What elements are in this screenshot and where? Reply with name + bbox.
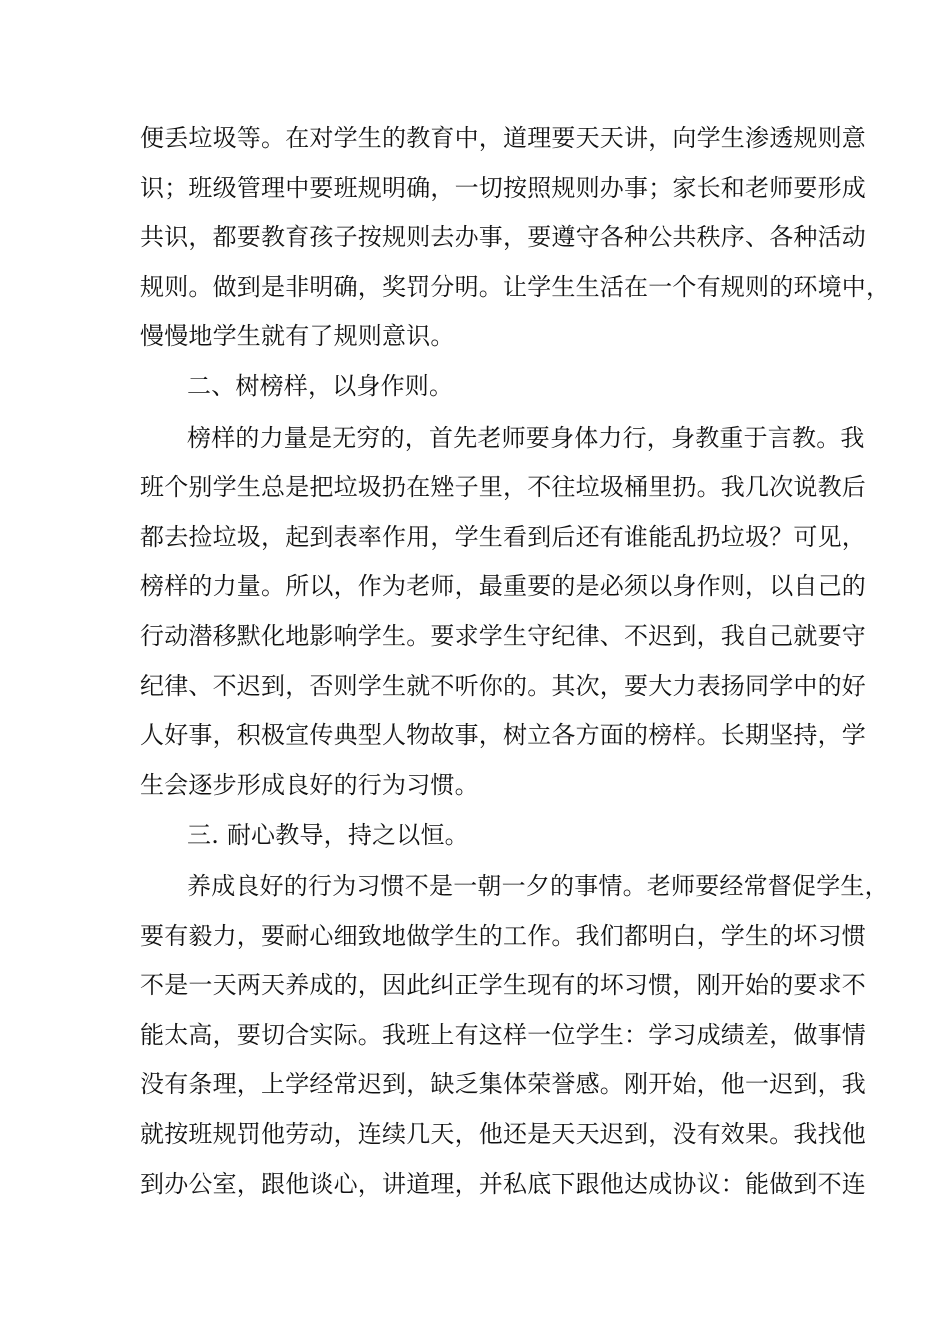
text-line-21: 就按班规罚他劳动，连续几天，他还是天天迟到，没有效果。我找他	[140, 1120, 866, 1148]
text-line-11: 行动潜移默化地影响学生。要求学生守纪律、不迟到，我自己就要守	[140, 622, 866, 650]
text-line-12: 纪律、不迟到，否则学生就不听你的。其次，要大力表扬同学中的好	[140, 672, 866, 700]
text-line-19: 能太高，要切合实际。我班上有这样一位学生：学习成绩差，做事情	[140, 1021, 866, 1049]
text-line-1: 便丢垃圾等。在对学生的教育中，道理要天天讲，向学生渗透规则意	[140, 124, 866, 152]
text-line-18: 不是一天两天养成的，因此纠正学生现有的坏习惯，刚开始的要求不	[140, 971, 866, 999]
text-line-3: 共识，都要教育孩子按规则去办事，要遵守各种公共秩序、各种活动	[140, 223, 866, 251]
text-line-5: 慢慢地学生就有了规则意识。	[140, 322, 455, 350]
text-line-22: 到办公室，跟他谈心，讲道理，并私底下跟他达成协议：能做到不连	[140, 1170, 866, 1198]
text-line-10: 榜样的力量。所以，作为老师，最重要的是必须以身作则，以自己的	[140, 572, 866, 600]
text-line-16: 养成良好的行为习惯不是一朝一夕的事情。老师要经常督促学生，	[187, 872, 889, 900]
text-line-13: 人好事，积极宣传典型人物故事，树立各方面的榜样。长期坚持，学	[140, 721, 866, 749]
text-line-8: 班个别学生总是把垃圾扔在矬子里，不往垃圾桶里扔。我几次说教后	[140, 473, 866, 501]
text-line-20: 没有条理，上学经常迟到，缺乏集体荣誉感。刚开始，他一迟到，我	[140, 1070, 866, 1098]
text-line-7: 榜样的力量是无穷的，首先老师要身体力行，身教重于言教。我	[187, 424, 865, 452]
section-heading-3: 三. 耐心教导，持之以恒。	[187, 821, 469, 849]
text-line-9: 都去捡垃圾，起到表率作用，学生看到后还有谁能乱扔垃圾？可见，	[140, 523, 866, 551]
section-heading-2: 二、树榜样，以身作则。	[187, 372, 454, 400]
text-line-4: 规则。做到是非明确，奖罚分明。让学生生活在一个有规则的环境中，	[140, 273, 891, 301]
text-line-2: 识；班级管理中要班规明确，一切按照规则办事；家长和老师要形成	[140, 174, 866, 202]
text-line-14: 生会逐步形成良好的行为习惯。	[140, 771, 479, 799]
text-line-17: 要有毅力，要耐心细致地做学生的工作。我们都明白，学生的坏习惯	[140, 922, 866, 950]
